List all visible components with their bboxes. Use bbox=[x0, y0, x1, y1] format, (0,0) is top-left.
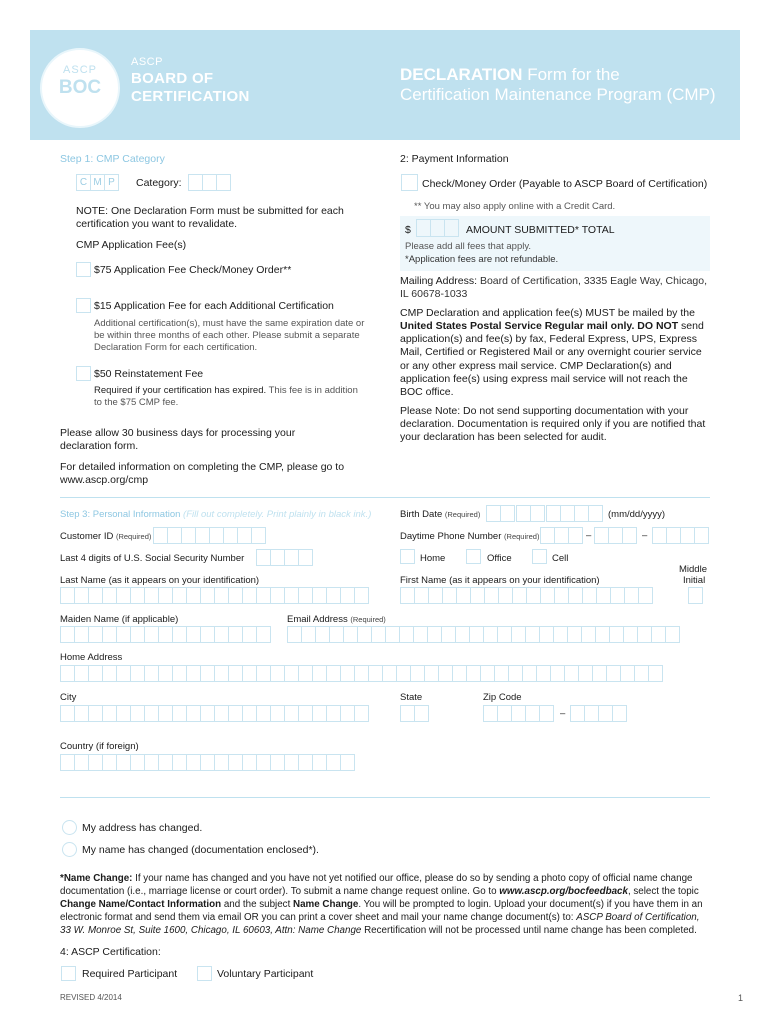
required-tag: (Required) bbox=[350, 615, 386, 624]
nc-text: , select the topic bbox=[627, 886, 699, 897]
cmp-letter: M bbox=[90, 174, 105, 191]
nc-label: *Name Change: bbox=[60, 873, 133, 884]
nc-text: documentation (i.e., marriage license or court order). To submit a name change request online. Go to bbox=[60, 886, 500, 897]
address-changed-radio[interactable] bbox=[62, 820, 77, 835]
mail-requirement-b: United States Postal Service Regular mail only. DO NOT bbox=[400, 320, 679, 333]
phone-label bbox=[400, 531, 539, 543]
fee-75-checkbox[interactable] bbox=[76, 262, 91, 277]
nc-topic: Change Name/Contact Information bbox=[60, 899, 222, 910]
name-change-instructions bbox=[60, 872, 740, 937]
birth-day-input[interactable] bbox=[516, 505, 544, 522]
fee-50-note-a: Required if your certification has expired. bbox=[94, 385, 267, 396]
fee-50-note bbox=[94, 385, 359, 409]
middle-initial-input[interactable] bbox=[688, 587, 702, 604]
boc-logo bbox=[40, 48, 120, 128]
nc-address: ASCP Board of Certification, bbox=[576, 912, 700, 923]
step1-heading: Step 1: CMP Category bbox=[60, 153, 165, 165]
nc-text: electronic format and send them via email OR you can print a cover sheet and mail your name change document(s) to: bbox=[60, 912, 577, 923]
phone-dash: – bbox=[642, 530, 648, 541]
customer-id-label bbox=[60, 531, 151, 543]
city-label: City bbox=[60, 692, 77, 703]
state-input[interactable] bbox=[400, 705, 428, 722]
middle-label: Middle bbox=[679, 564, 707, 575]
phone-office-checkbox[interactable] bbox=[466, 549, 481, 564]
ssn-input[interactable] bbox=[256, 549, 312, 566]
home-address-input[interactable] bbox=[60, 665, 662, 682]
logo-board-line1: BOARD OF bbox=[131, 70, 214, 87]
logo-ascp: ASCP bbox=[131, 56, 163, 68]
voluntary-participant-checkbox[interactable] bbox=[197, 966, 212, 981]
voluntary-participant-label: Voluntary Participant bbox=[217, 968, 314, 980]
amount-label: AMOUNT SUBMITTED* TOTAL bbox=[466, 224, 615, 236]
logo-ascp-small: ASCP bbox=[63, 64, 97, 76]
nc-text: . You will be prompted to login. Upload your document(s) if you have them in an bbox=[358, 899, 703, 910]
divider bbox=[60, 497, 710, 498]
phone-cell-checkbox[interactable] bbox=[532, 549, 547, 564]
category-input[interactable] bbox=[188, 174, 230, 191]
step3-heading-text: Step 3: Personal Information bbox=[60, 509, 181, 520]
check-money-order-checkbox[interactable] bbox=[401, 174, 418, 191]
birth-year-input[interactable] bbox=[546, 505, 602, 522]
customer-id-text: Customer ID bbox=[60, 531, 114, 542]
city-input[interactable] bbox=[60, 705, 368, 722]
revision-date: REVISED 4/2014 bbox=[60, 993, 122, 1002]
zip-plus4-input[interactable] bbox=[570, 705, 626, 722]
country-label: Country (if foreign) bbox=[60, 741, 139, 752]
nc-subject: Name Change bbox=[293, 899, 359, 910]
fee-50-note-b: This fee is in addition to the $75 CMP fee. bbox=[94, 385, 358, 408]
fee-50-label: $50 Reinstatement Fee bbox=[94, 368, 204, 380]
initial-label: Initial bbox=[683, 575, 706, 586]
zip-label: Zip Code bbox=[483, 692, 522, 703]
cmp-info-note: For detailed information on completing the CMP, please go to www.ascp.org/cmp bbox=[60, 461, 345, 487]
mailing-address-value: Board of Certification, 3335 Eagle Way, Chicago, IL 60678-1033 bbox=[400, 275, 708, 301]
fee-15-checkbox[interactable] bbox=[76, 298, 91, 313]
nonrefundable-note: *Application fees are not refundable. bbox=[405, 254, 559, 265]
phone-text: Daytime Phone Number bbox=[400, 531, 502, 542]
logo-board-line2: CERTIFICATION bbox=[131, 88, 250, 105]
phone-line-input[interactable] bbox=[652, 527, 708, 544]
address-changed-label: My address has changed. bbox=[82, 822, 203, 834]
ssn-label: Last 4 digits of U.S. Social Security Number bbox=[60, 553, 245, 564]
customer-id-input[interactable] bbox=[153, 527, 265, 544]
form-title bbox=[400, 64, 620, 85]
amount-input[interactable] bbox=[416, 219, 458, 237]
mail-requirement bbox=[400, 307, 710, 399]
mailing-address-label: Mailing Address: bbox=[400, 275, 478, 287]
fee-50-checkbox[interactable] bbox=[76, 366, 91, 381]
birth-date-format: (mm/dd/yyyy) bbox=[608, 509, 665, 520]
phone-area-input[interactable] bbox=[540, 527, 582, 544]
required-tag: (Required) bbox=[504, 532, 540, 541]
mail-requirement-a: CMP Declaration and application fee(s) MUST be mailed by the bbox=[400, 307, 695, 319]
email-input[interactable] bbox=[287, 626, 679, 643]
check-money-order-label: Check/Money Order (Payable to ASCP Board of Certification) bbox=[422, 178, 708, 190]
page-number: 1 bbox=[738, 993, 744, 1003]
first-name-input[interactable] bbox=[400, 587, 652, 604]
phone-dash: – bbox=[586, 530, 592, 541]
credit-card-note: ** You may also apply online with a Credit Card. bbox=[414, 201, 616, 212]
divider bbox=[60, 797, 710, 798]
birth-date-label bbox=[400, 509, 480, 521]
name-changed-label: My name has changed (documentation enclosed*). bbox=[82, 844, 319, 856]
step4-heading: 4: ASCP Certification: bbox=[60, 946, 161, 958]
category-label: Category: bbox=[136, 177, 182, 189]
required-participant-checkbox[interactable] bbox=[61, 966, 76, 981]
nc-text: and the subject bbox=[221, 899, 294, 910]
state-label: State bbox=[400, 692, 423, 703]
form-title-bold: DECLARATION bbox=[400, 65, 523, 84]
step3-heading-note: (Fill out completely. Print plainly in black ink.) bbox=[183, 509, 372, 520]
form-subtitle: Certification Maintenance Program (CMP) bbox=[400, 85, 716, 104]
home-address-label: Home Address bbox=[60, 652, 123, 663]
bocfeedback-link[interactable]: www.ascp.org/bocfeedback bbox=[499, 886, 628, 897]
mailing-address bbox=[400, 275, 710, 301]
nc-text: If your name has changed and you have not yet notified our office, please do so by sending a photo copy of official name change bbox=[132, 873, 693, 884]
name-changed-radio[interactable] bbox=[62, 842, 77, 857]
processing-note: Please allow 30 business days for processing your declaration form. bbox=[60, 427, 296, 453]
documentation-note: Please Note: Do not send supporting documentation with your declaration. Documentation is required only if you are notified that your declaration has been selected for audit. bbox=[400, 405, 706, 444]
nc-address: 33 W. Monroe St, Suite 1600, Chicago, IL 60603, Attn: Name Change bbox=[60, 925, 362, 936]
phone-home-checkbox[interactable] bbox=[400, 549, 415, 564]
maiden-name-input[interactable] bbox=[60, 626, 270, 643]
birth-date-text: Birth Date bbox=[400, 509, 443, 520]
phone-office-label: Office bbox=[487, 553, 512, 564]
phone-home-label: Home bbox=[420, 553, 446, 564]
zip-input[interactable] bbox=[483, 705, 553, 722]
country-input[interactable] bbox=[60, 754, 354, 771]
maiden-name-label: Maiden Name (if applicable) bbox=[60, 614, 179, 625]
required-tag: (Required) bbox=[115, 532, 152, 541]
required-participant-label: Required Participant bbox=[82, 968, 178, 980]
cmp-letter-boxes bbox=[76, 174, 118, 191]
mail-requirement-c: send application(s) and fee(s) by fax, Federal Express, UPS, Express Mail, Certified or Registered Mail or any overnight courier service or any other express mail service. CMP Declaration(s) and application fee(s) using express mail service will not reach the BOC office. bbox=[400, 320, 704, 398]
required-tag: (Required) bbox=[444, 510, 481, 519]
zip-dash: – bbox=[560, 708, 566, 719]
step2-heading: 2: Payment Information bbox=[400, 153, 509, 165]
last-name-input[interactable] bbox=[60, 587, 368, 604]
cmp-letter: C bbox=[76, 174, 91, 191]
logo-boc: BOC bbox=[58, 77, 102, 98]
last-name-label: Last Name (as it appears on your identification) bbox=[60, 575, 260, 586]
email-text: Email Address bbox=[287, 614, 348, 625]
cmp-letter: P bbox=[104, 174, 119, 191]
birth-month-input[interactable] bbox=[486, 505, 514, 522]
email-label bbox=[287, 614, 386, 626]
dollar-sign: $ bbox=[405, 224, 411, 236]
phone-cell-label: Cell bbox=[552, 553, 569, 564]
fee-15-label: $15 Application Fee for each Additional Certification bbox=[94, 300, 334, 312]
nc-text: Recertification will not be processed until name change has been completed. bbox=[361, 925, 697, 936]
fees-heading: CMP Application Fee(s) bbox=[76, 239, 187, 251]
fee-15-note: Additional certification(s), must have the same expiration date or be within three months of each other. Please submit a separate Declaration Form for each certification. bbox=[94, 318, 365, 353]
fee-75-label: $75 Application Fee Check/Money Order** bbox=[94, 264, 292, 276]
phone-prefix-input[interactable] bbox=[594, 527, 636, 544]
form-title-rest: Form for the bbox=[527, 65, 620, 84]
step3-heading bbox=[60, 509, 371, 521]
declaration-note: NOTE: One Declaration Form must be submitted for each certification you want to revalidate. bbox=[76, 205, 344, 231]
add-fees-note: Please add all fees that apply. bbox=[405, 241, 532, 252]
first-name-label: First Name (as it appears on your identification) bbox=[400, 575, 600, 586]
